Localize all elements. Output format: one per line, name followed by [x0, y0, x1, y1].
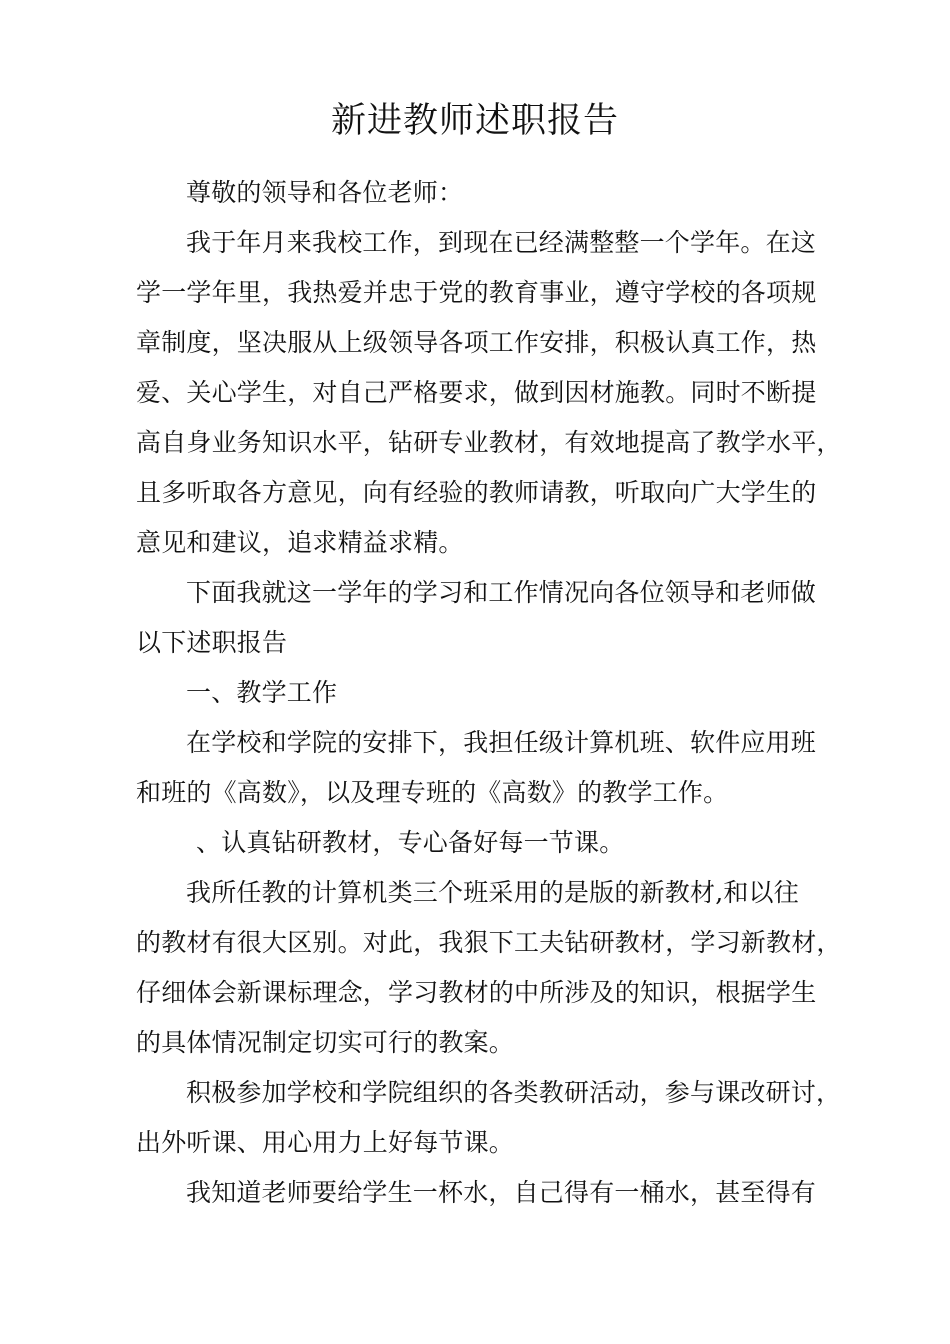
body-line: 我于年月来我校工作，到现在已经满整整一个学年。在这 [186, 228, 817, 257]
body-line: 的具体情况制定切实可行的教案。 [136, 1028, 515, 1057]
body-line: 积极参加学校和学院组织的各类教研活动，参与课改研讨， [186, 1078, 842, 1107]
body-line: 我知道老师要给学生一杯水，自己得有一桶水，甚至得有 [186, 1178, 817, 1207]
document-body [136, 168, 842, 1218]
body-line: 尊敬的领导和各位老师： [186, 178, 464, 207]
body-line: 的教材有很大区别。对此，我狠下工夫钻研教材，学习新教材， [136, 928, 842, 957]
body-line: 章制度，坚决服从上级领导各项工作安排，积极认真工作，热 [136, 328, 817, 357]
body-line: 下面我就这一学年的学习和工作情况向各位领导和老师做 [186, 578, 817, 607]
body-line: 爱、关心学生，对自己严格要求，做到因材施教。同时不断提 [136, 378, 817, 407]
body-line: 高自身业务知识水平，钻研专业教材，有效地提高了教学水平， [136, 428, 842, 457]
body-line: 以下述职报告 [136, 628, 288, 657]
document-title: 新进教师述职报告 [330, 101, 619, 141]
body-line: 和班的《高数》，以及理专班的《高数》的教学工作。 [136, 778, 729, 807]
body-line: 在学校和学院的安排下，我担任级计算机班、软件应用班 [186, 728, 817, 757]
body-line: 我所任教的计算机类三个班采用的是版的新教材,和以往 [186, 878, 799, 907]
body-line: 出外听课、用心用力上好每节课。 [136, 1128, 515, 1157]
body-line: 、认真钻研教材，专心备好每一节课。 [196, 828, 625, 857]
body-line: 一、教学工作 [186, 678, 338, 707]
body-line: 且多听取各方意见，向有经验的教师请教，听取向广大学生的 [136, 478, 817, 507]
body-line: 意见和建议，追求精益求精。 [136, 528, 464, 557]
body-line: 学一学年里，我热爱并忠于党的教育事业，遵守学校的各项规 [136, 278, 817, 307]
body-line: 仔细体会新课标理念，学习教材的中所涉及的知识，根据学生 [136, 978, 817, 1007]
